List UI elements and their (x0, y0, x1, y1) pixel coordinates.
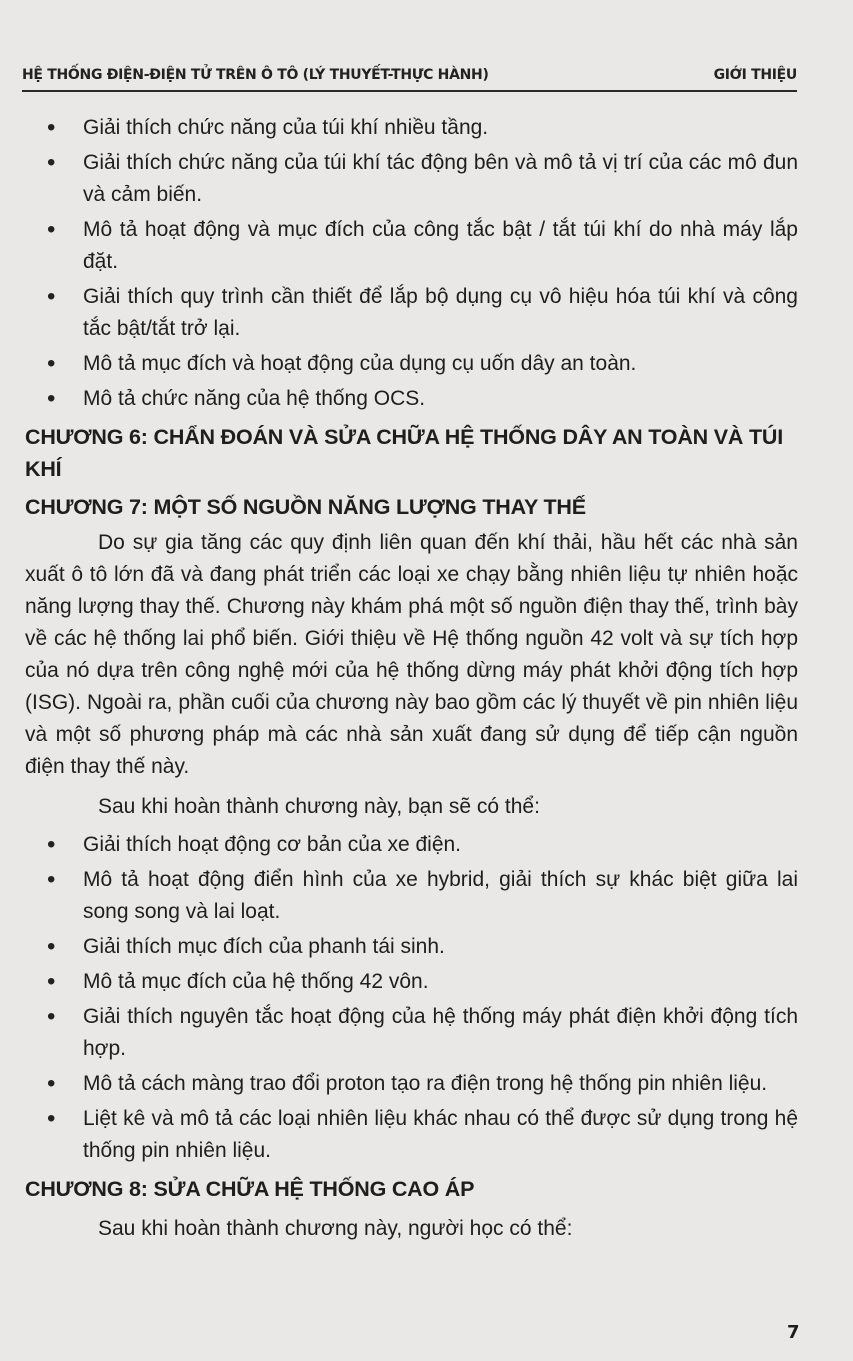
list-item: • Giải thích nguyên tắc hoạt động của hệ thống máy phát điện khởi động tích hợp. (25, 1001, 798, 1065)
list-item: • Mô tả chức năng của hệ thống OCS. (25, 383, 798, 415)
running-header (22, 60, 797, 92)
chapter7-intro-paragraph: Do sự gia tăng các quy định liên quan đến khí thải, hầu hết các nhà sản xuất ô tô lớn đã và đang phát triển các loại xe chạy bằng nhiên liệu tự nhiên hoặc năng lượng thay thế. Chương này khám phá một số nguồn điện thay thế, trình bày về các hệ thống lai phổ biến. Giới thiệu về Hệ thống nguồn 42 volt và sự tích hợp của nó dựa trên công nghệ mới của hệ thống dừng máy phát khởi động tích hợp (ISG). Ngoài ra, phần cuối của chương này bao gồm các lý thuyết về pin nhiên liệu và một số phương pháp mà các nhà sản xuất đang sử dụng để tiếp cận nguồn điện thay thế này. (25, 531, 798, 778)
chapter5-objectives-list (25, 112, 798, 415)
list-item: • Mô tả mục đích và hoạt động của dụng cụ uốn dây an toàn. (25, 348, 798, 380)
list-item: • Mô tả mục đích của hệ thống 42 vôn. (25, 966, 798, 998)
list-item: • Giải thích mục đích của phanh tái sinh. (25, 931, 798, 963)
book-title: HỆ THỐNG ĐIỆN-ĐIỆN TỬ TRÊN Ô TÔ (LÝ THUYẾT-THỰC HÀNH) (22, 67, 489, 83)
chapter8-outcomes-lead: Sau khi hoàn thành chương này, người học có thể: (98, 1217, 573, 1240)
chapter6-heading: CHƯƠNG 6: CHẨN ĐOÁN VÀ SỬA CHỮA HỆ THỐNG DÂY AN TOÀN VÀ TÚI KHÍ (25, 425, 784, 481)
list-item: • Giải thích chức năng của túi khí tác động bên và mô tả vị trí của các mô đun và cảm biến. (25, 147, 798, 211)
page-number: 7 (787, 1322, 800, 1343)
list-item: • Mô tả hoạt động và mục đích của công tắc bật / tắt túi khí do nhà máy lắp đặt. (25, 214, 798, 278)
list-item: • Liệt kê và mô tả các loại nhiên liệu khác nhau có thể được sử dụng trong hệ thống pin nhiên liệu. (25, 1103, 798, 1167)
page-content (25, 112, 798, 1251)
chapter7-heading: CHƯƠNG 7: MỘT SỐ NGUỒN NĂNG LƯỢNG THAY THẾ (25, 495, 586, 519)
list-item: • Giải thích quy trình cần thiết để lắp bộ dụng cụ vô hiệu hóa túi khí và công tắc bật/tắt trở lại. (25, 281, 798, 345)
list-item: • Mô tả cách màng trao đổi proton tạo ra điện trong hệ thống pin nhiên liệu. (25, 1068, 798, 1100)
section-title: GIỚI THIỆU (713, 67, 797, 83)
chapter7-outcomes-lead: Sau khi hoàn thành chương này, bạn sẽ có thể: (98, 795, 540, 818)
chapter8-heading: CHƯƠNG 8: SỬA CHỮA HỆ THỐNG CAO ÁP (25, 1177, 475, 1201)
list-item: • Giải thích chức năng của túi khí nhiều tầng. (25, 112, 798, 144)
list-item: • Giải thích hoạt động cơ bản của xe điện. (25, 829, 798, 861)
chapter7-objectives-list (25, 829, 798, 1167)
list-item: • Mô tả hoạt động điển hình của xe hybrid, giải thích sự khác biệt giữa lai song song và lai loạt. (25, 864, 798, 928)
